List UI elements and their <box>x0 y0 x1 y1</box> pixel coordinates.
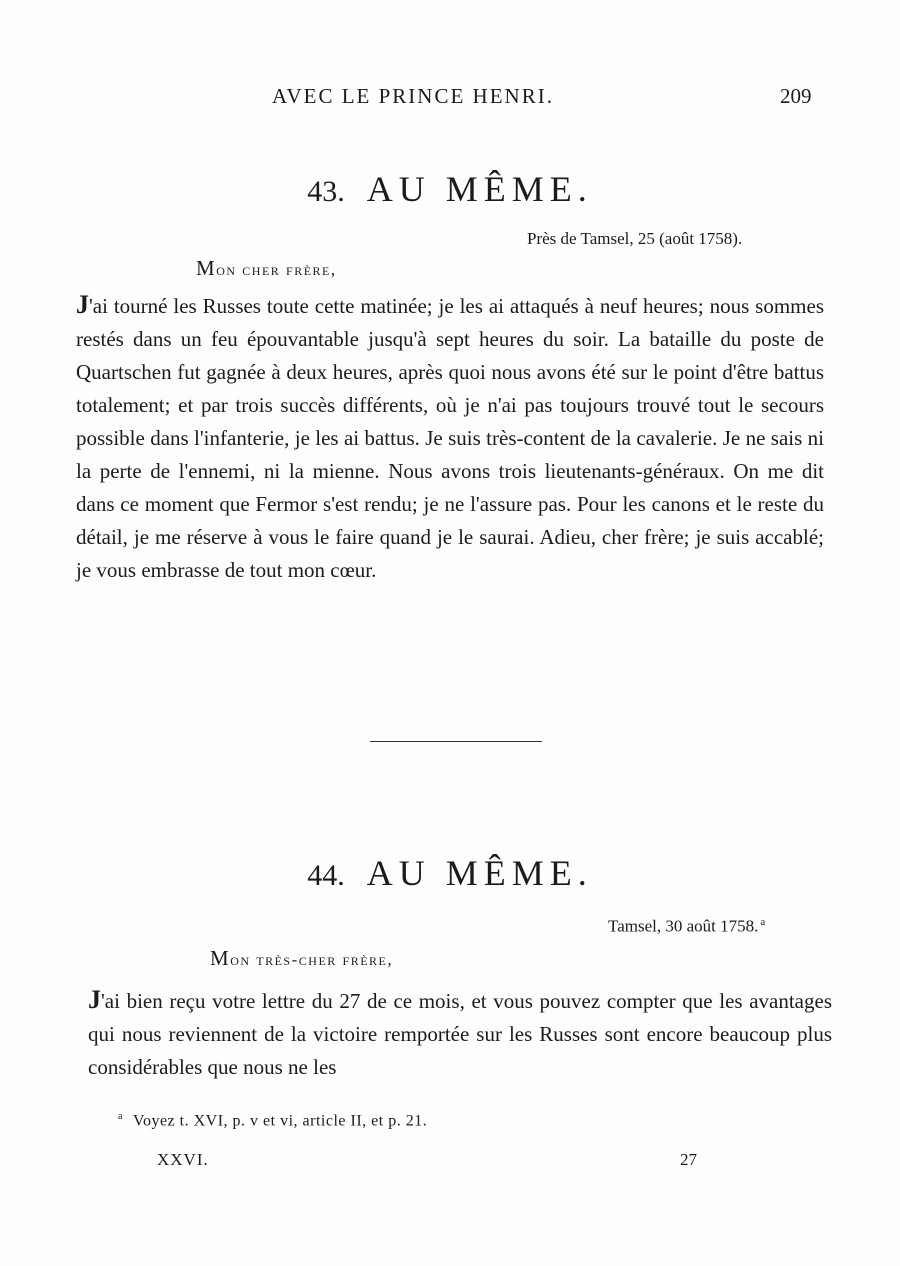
letter-43-salutation: Mon cher frère, <box>196 256 337 280</box>
letter-44-body <box>88 983 832 1084</box>
running-head: AVEC LE PRINCE HENRI. <box>272 84 554 108</box>
footnote <box>118 1111 427 1130</box>
letter-43-number: 43. <box>307 175 345 208</box>
section-divider <box>370 741 542 742</box>
letter-43-text: 'ai tourné les Russes toute cette matinée; je les ai attaqués à neuf heures; nous sommes restés dans un feu épouvantable jusqu'à sept heures du soir. La bataille du poste de Quartschen fut gagnée à deux heures, après quoi nous avons été sur le point d'être battus totalement; et par trois succès différents, où je n'ai pas toujours trouvé tout le secours possible dans l'infanterie, je les ai battus. Je suis très-content de la cavalerie. Je ne sais ni la perte de l'ennemi, ni la mienne. Nous avons trois lieutenants-généraux. On me dit dans ce moment que Fermor s'est rendu; je ne l'assure pas. Pour les canons et le reste du détail, je me réserve à vous le faire quand je le saurai. Adieu, cher frère; je suis accablé; je vous embrasse de tout mon cœur. <box>76 294 824 582</box>
page-number: 209 <box>780 84 812 108</box>
letter-44-title: AU MÊME. <box>366 853 593 893</box>
gathering-signature: 27 <box>680 1150 697 1169</box>
letter-43-dateline: Près de Tamsel, 25 (août 1758). <box>527 229 743 248</box>
footnote-reference-mark[interactable]: a <box>760 916 766 928</box>
letter-43-title: AU MÊME. <box>366 169 593 209</box>
footnote-mark: a <box>118 1111 123 1122</box>
letter-44-salutation: Mon très-cher frère, <box>210 946 394 970</box>
letter-44-dateline-text: Tamsel, 30 août 1758. <box>608 916 759 936</box>
footnote-text: Voyez t. XVI, p. v et vi, article II, et p. 21. <box>132 1112 428 1130</box>
volume-signature: XXVI. <box>157 1150 209 1169</box>
letter-43-heading <box>0 168 900 210</box>
letter-44-dropcap: J <box>88 985 101 1014</box>
letter-44-dateline <box>608 916 765 937</box>
letter-43-dropcap: J <box>76 290 89 319</box>
letter-44-text: 'ai bien reçu votre lettre du 27 de ce mois, et vous pouvez compter que les avantages qui nous reviennent de la victoire remportée sur les Russes sont encore beaucoup plus considérables que nous ne les <box>88 989 832 1079</box>
letter-43-body <box>76 288 824 587</box>
letter-44-number: 44. <box>307 859 345 892</box>
letter-44-heading <box>0 852 900 894</box>
